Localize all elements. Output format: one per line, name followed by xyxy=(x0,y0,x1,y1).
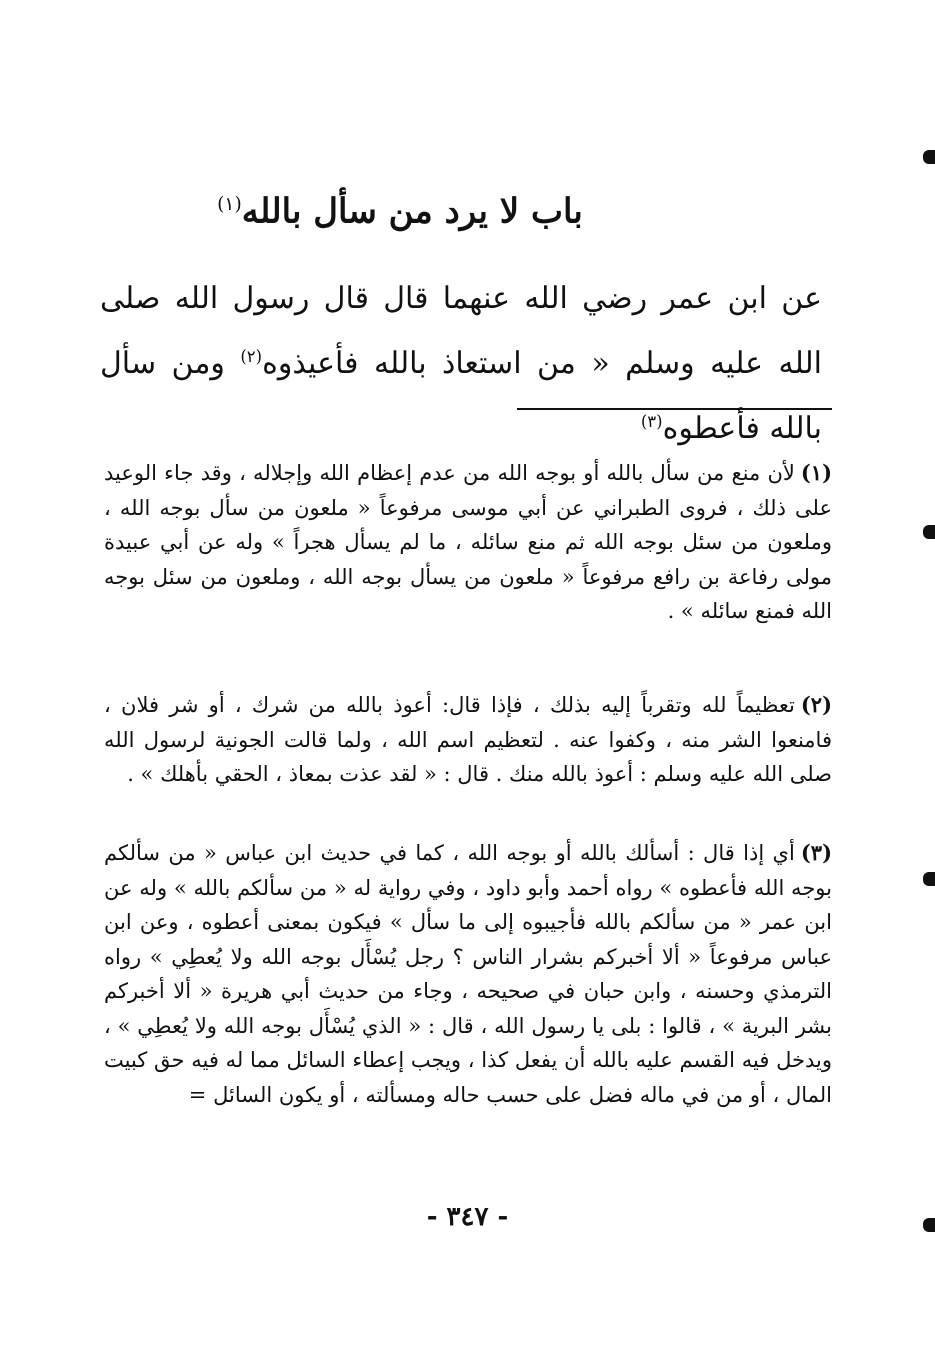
chapter-title-text: باب لا يرد من سأل بالله xyxy=(241,191,583,232)
page-edge-mark xyxy=(923,872,935,886)
page-edge-mark xyxy=(923,1218,935,1232)
footnote-text: أي إذا قال : أسألك بالله أو بوجه الله ، كما في حديث ابن عباس « من سألكم بوجه الله فأعطوه » رواه أحمد وأبو داود ، وفي رواية له « من سألكم بالله » وله عن ابن عمر « من سألكم بالله فأجيبوه إلى ما سأل » فيكون بمعنى أعطوه ، وعن ابن عباس مرفوعاً « ألا أخبركم بشرار الناس ؟ رجل يُسْأَل بوجه الله ولا يُعطِي » رواه الترمذي وحسنه ، وابن حبان في صحيحه ، وجاء من حديث أبي هريرة « ألا أخبركم بشر البرية » ، قالوا : بلى يا رسول الله ، قال : « الذي يُسْأَل بوجه الله ولا يُعطِي » ، ويدخل فيه القسم عليه بالله أن يفعل كذا ، ويجب إعطاء السائل مما له فيه حق كبيت المال ، أو من في ماله فضل على حسب حاله ومسألته ، أو يكون السائل = xyxy=(104,841,832,1107)
page-edge-mark xyxy=(923,525,935,539)
footnote-2 xyxy=(104,688,832,792)
chapter-title xyxy=(140,180,660,236)
page-number: - ٣٤٧ - xyxy=(426,1202,509,1232)
hadith-text-part-2: ومن سأل بالله فأعطوه xyxy=(100,346,822,446)
footnote-3 xyxy=(104,836,832,1112)
footnote-divider xyxy=(517,408,832,410)
footnote-ref-3: (٣) xyxy=(640,412,663,431)
hadith-text-part-1: عن ابن عمر رضي الله عنهما قال قال رسول الله صلى الله عليه وسلم « من استعاذ بالله فأعيذوه xyxy=(100,281,822,381)
footnote-text: تعظيماً لله وتقرباً إليه بذلك ، فإذا قال: أعوذ بالله من شرك ، أو شر فلان ، فامنعوا الشر منه ، وكفوا عنه . لتعظيم اسم الله ، ولما قالت الجونية لرسول الله صلى الله عليه وسلم : أعوذ بالله منك . قال : « لقد عذت بمعاذ ، الحقي بأهلك » . xyxy=(104,693,832,786)
hadith-text xyxy=(100,270,822,458)
footnote-text: لأن منع من سأل بالله أو بوجه الله من عدم إعظام الله وإجلاله ، وقد جاء الوعيد على ذلك ، فروى الطبراني عن أبي موسى مرفوعاً « ملعون من سأل بوجه الله ، وملعون من سئل بوجه الله ثم منع سائله ، ما لم يسأل هجراً » وله عن أبي عبيدة مولى رفاعة بن رافع مرفوعاً « ملعون من يسأل بوجه الله ، وملعون من سئل بوجه الله فمنع سائله » . xyxy=(104,461,832,623)
footnote-1 xyxy=(104,456,832,629)
page-edge-mark xyxy=(923,150,935,164)
footnote-number: (٢) xyxy=(800,692,832,717)
footnote-number: (١) xyxy=(800,460,832,485)
footnote-number: (٣) xyxy=(800,840,832,865)
footnote-ref-1: (١) xyxy=(217,194,242,215)
footnote-ref-2: (٢) xyxy=(240,347,263,366)
